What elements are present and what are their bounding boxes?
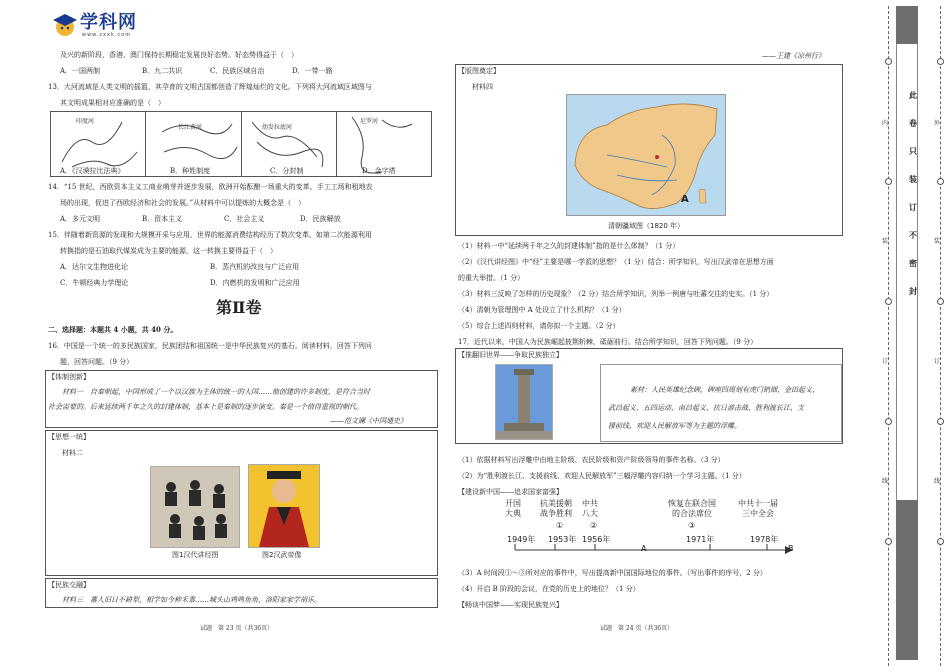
warning-char-4: 装 xyxy=(909,174,917,184)
q17-sub-1: （1）依据材料写出浮雕中由地主阶级、农民阶级和资产阶级领导的事件名称。（3 分） xyxy=(458,456,725,464)
warning-column xyxy=(896,44,918,500)
material-2-box xyxy=(45,430,438,576)
han-lecture-image xyxy=(150,466,240,548)
q13-option-a: A．《汉谟拉比法典》 xyxy=(60,167,125,175)
timeline-segment-b: B xyxy=(788,544,794,553)
inner-mark-ding: 订 xyxy=(882,358,889,365)
q16-sub-1: （1）材料一中“延续两千年之久的封建体制”指的是什么体制？（1 分） xyxy=(458,242,680,250)
poem-source: ——王建《凉州行》 xyxy=(762,52,825,60)
binding-hole-icon xyxy=(937,298,944,305)
q13-line-2: 其文明成果相对应准确的是（ ） xyxy=(60,99,165,107)
material-1-heading: 【体制创新】 xyxy=(48,373,90,381)
material-5-heading: 【推翻旧世界——争取民族独立】 xyxy=(458,351,563,359)
material-1-source: ——范文澜《中国通史》 xyxy=(330,417,407,425)
strip-bottom-bar xyxy=(896,500,918,660)
q13-map-label-3: 幼发拉底河 xyxy=(262,124,293,131)
q13-map-label-4: 尼罗河 xyxy=(360,118,379,125)
map-point-a: A xyxy=(681,194,689,205)
binding-hole-icon xyxy=(885,58,892,65)
q13-map-label-2: 长江黄河 xyxy=(178,124,203,131)
timeline-year-1949: 1949年 xyxy=(507,535,536,544)
footer-right: 试题 第 24 页（共36页） xyxy=(600,625,674,632)
outer-mark-zhuang: 装 xyxy=(934,238,941,245)
inner-mark-zhuang: 装 xyxy=(882,238,889,245)
material-7-heading: 【畅谈中国梦——实现民族复兴】 xyxy=(458,601,563,609)
q16-sub-4: （4）清朝为管理图中 A 处设立了什么机构？（1 分） xyxy=(458,306,626,314)
q13-option-b: B．种姓制度 xyxy=(170,167,211,175)
strip-top-bar xyxy=(896,6,918,44)
q14-option-b: B．资本主义 xyxy=(142,215,183,223)
q13-option-c: C．分封制 xyxy=(270,167,304,175)
q12-option-d: D．一带一路 xyxy=(292,67,333,75)
logo-text: 学科网 xyxy=(80,12,137,33)
q12-option-c: C．民族区域自治 xyxy=(210,67,265,75)
warning-char-2: 卷 xyxy=(909,118,917,128)
q16-line-2: 题，回答问题。（9 分） xyxy=(60,358,134,366)
binding-hole-icon xyxy=(885,178,892,185)
q16-sub-3: （3）材料三反映了怎样的历史现象？（2 分）结合所学知识，列举一例唐与吐蕃交往的史实。（1 分） xyxy=(458,290,774,298)
warning-char-3: 只 xyxy=(909,146,917,156)
monument-photo xyxy=(495,364,553,440)
section-2-intro: 二、选择题：本题共 4 小题，共 40 分。 xyxy=(48,325,178,334)
timeline-event-2: 抗美援朝 战争胜利 xyxy=(540,499,572,519)
q17-sub-3: （3）A 时间段①～③所对应的事件中，写出提高新中国国际地位的事件。（写出事件的序号，2 分） xyxy=(458,569,767,577)
footer-left: 试题 第 23 页（共36页） xyxy=(200,625,274,632)
q12-tail: 及兴的新阶段，香港、澳门保持长期稳定发展良好态势。好态势得益于（ ） xyxy=(60,51,298,59)
q15-option-c: C．牛顿经典力学理论 xyxy=(60,279,129,287)
material-4-label: 材料四 xyxy=(472,83,493,91)
material-5-line-3: 援前线、欢迎人民解放军等为主题的浮雕。 xyxy=(608,422,741,430)
q14-option-a: A．多元文明 xyxy=(60,215,101,223)
material-3-line-1: 材料三 蕃人旧日不耕犁，相学如今种禾黍……城头山鸡鸣角角，洛阳家家学胡乐。 xyxy=(62,596,321,604)
q14-option-d: D．民族解放 xyxy=(300,215,341,223)
q13-line-1: 13．大河流域是人类文明的摇篮，其孕育的文明古国都创造了辉煌灿烂的文化。下列将大河流域区域图与 xyxy=(48,83,372,91)
inner-label: 内 xyxy=(882,120,889,127)
map-caption: 清朝疆域图（1820 年） xyxy=(608,222,685,230)
q14-option-c: C．社会主义 xyxy=(224,215,265,223)
han-wudi-portrait xyxy=(248,464,320,548)
q14-line-2: 场的出现，促进了西欧经济和社会的发展。”从材料中可以提炼的大概念是（ ） xyxy=(60,199,306,207)
material-6-heading: 【建设新中国——追求国家富强】 xyxy=(458,488,563,496)
q16-line-1: 16．中国是一个统一的多民族国家，民族团结和祖国统一是中华民族复兴的基石。阅读材料，回答下列问 xyxy=(48,342,372,350)
inner-mark-xian: 线 xyxy=(882,478,889,485)
section-2-title: 第Ⅱ卷 xyxy=(216,298,262,317)
q12-option-a: A．一国两制 xyxy=(60,67,101,75)
material-5-line-2: 武昌起义、五四运动、南昌起义、抗日游击战、胜利渡长江、支 xyxy=(608,404,804,412)
fig-2-caption: 图2汉武帝像 xyxy=(262,551,302,559)
fig-1-caption: 图1汉代讲经图 xyxy=(172,551,219,559)
q17-sub-4: （4）开启 B 阶段的会议，在党的历史上的地位？（1 分） xyxy=(458,585,640,593)
material-2-label: 材料二 xyxy=(62,449,83,457)
material-1-line-2: 社会需要的。后来延续两千年之久的封建体制，基本上是秦制的逐步演变。秦是一个值得重视的朝代。 xyxy=(48,403,363,411)
q16-sub-2-line-1: （2）《汉代讲经图》中“经”主要是哪一学派的思想？（1 分）结合：所学知识，写出汉武帝在思想方面 xyxy=(458,258,774,266)
timeline-year-1978: 1978年 xyxy=(750,535,779,544)
warning-char-5: 订 xyxy=(909,202,917,212)
material-4-heading: 【版图奠定】 xyxy=(458,67,500,75)
timeline-event-1: 开国 大典 xyxy=(505,499,521,519)
outer-binding-line xyxy=(940,6,941,666)
inner-binding-line xyxy=(888,6,889,666)
q15-line-2: 转换指的是石油取代煤炭成为主要的能源，这一转换主要得益于（ ） xyxy=(60,247,277,255)
q16-sub-5: （5）综合上述四则材料，请你拟一个主题。（2 分） xyxy=(458,322,620,330)
timeline-mark-1: ① xyxy=(556,521,564,530)
q12-option-b: B．九二共识 xyxy=(142,67,183,75)
outer-mark-xian: 线 xyxy=(934,478,941,485)
warning-char-1: 此 xyxy=(909,90,917,100)
qing-dynasty-map xyxy=(566,94,726,216)
timeline-year-1956: 1956年 xyxy=(582,535,611,544)
q16-sub-2-line-2: 的重大举措。（1 分） xyxy=(458,274,525,282)
q13-option-d: D．金字塔 xyxy=(362,167,396,175)
warning-char-8: 封 xyxy=(909,286,917,296)
q15-line-1: 15．伴随着新资源的发现和大规模开采与应用，世界的能源消费结构经历了数次变革。如第二次能源利用 xyxy=(48,231,372,239)
binding-hole-icon xyxy=(937,178,944,185)
q13-map-label-1: 印度河 xyxy=(76,118,95,125)
material-2-heading: 【思想一统】 xyxy=(48,433,90,441)
logo-url: www.zxxk.com xyxy=(82,32,132,38)
timeline-mark-3: ③ xyxy=(688,521,696,530)
binding-hole-icon xyxy=(885,298,892,305)
outer-mark-ding: 订 xyxy=(934,358,941,365)
timeline-segment-a: A xyxy=(641,544,647,553)
timeline-event-3: 中共 八大 xyxy=(582,499,598,519)
warning-char-6: 不 xyxy=(909,230,917,240)
binding-hole-icon xyxy=(937,58,944,65)
q17-stem: 17．近代以来，中国人为民族崛起披荆斩棘，砥砺前行。结合所学知识，回答下列问题。（9 分） xyxy=(458,338,758,346)
timeline-mark-2: ② xyxy=(590,521,598,530)
logo xyxy=(52,10,172,42)
binding-hole-icon xyxy=(885,538,892,545)
timeline-year-1971: 1971年 xyxy=(686,535,715,544)
q15-option-a: A．达尔文生物进化论 xyxy=(60,263,129,271)
q17-sub-2: （2）为“胜利渡长江、支援前线、欢迎人民解放军”三幅浮雕内容归纳一个学习主题。（1 分） xyxy=(458,472,746,480)
binding-hole-icon xyxy=(937,418,944,425)
binding-hole-icon xyxy=(937,538,944,545)
material-1-line-1: 材料一 自秦朝起，中国形成了一个以汉族为主体的统一的大国……他创建的许多制度，是符合当时 xyxy=(62,388,370,396)
graduation-cap-icon xyxy=(52,12,78,38)
timeline-event-4: 恢复在联合国 的合法席位 xyxy=(668,499,716,519)
material-3-heading: 【民族交融】 xyxy=(48,581,90,589)
q15-option-b: B．蒸汽机的改良与广泛应用 xyxy=(210,263,300,271)
q14-line-1: 14．“15 世纪，西欧资本主义工商业萌芽并逐步发展，欧洲开始酝酿一场重大的变革。手工工场和租地农 xyxy=(48,183,373,191)
timeline-year-1953: 1953年 xyxy=(548,535,577,544)
warning-char-7: 密 xyxy=(909,258,917,268)
material-5-line-1: 素材：人民英雄纪念碑，碑座四周刻有虎门销烟、金田起义、 xyxy=(630,386,819,394)
outer-label: 外 xyxy=(934,120,941,127)
timeline-event-5: 中共十一届 三中全会 xyxy=(738,499,778,519)
binding-hole-icon xyxy=(885,418,892,425)
q15-option-d: D．内燃机的发明和广泛应用 xyxy=(210,279,300,287)
